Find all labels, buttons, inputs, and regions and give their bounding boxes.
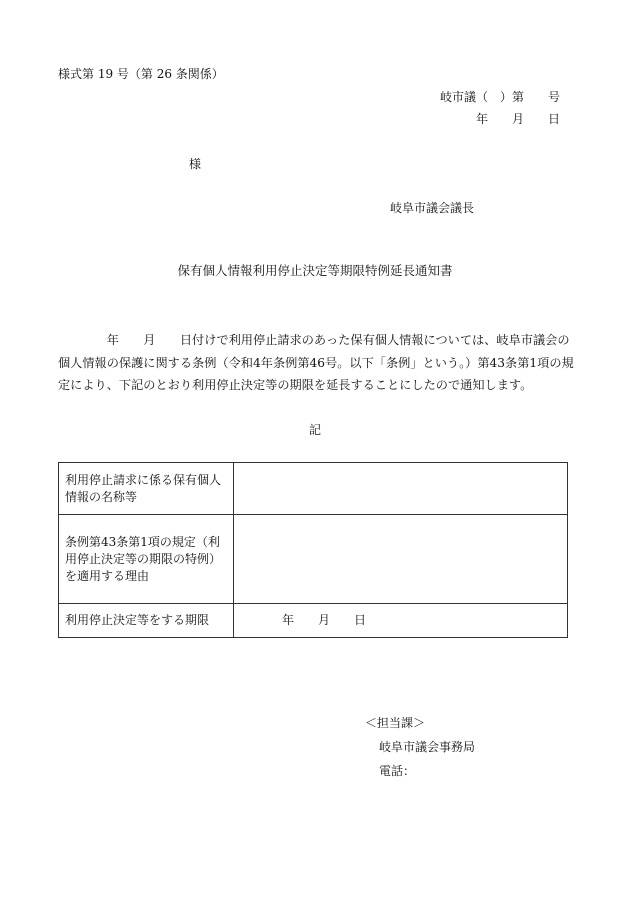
table-row (59, 463, 568, 515)
body-paragraph: 年 月 日付けで利用停止請求のあった保有個人情報については、岐阜市議会の個人情報の保護に関する条例（令和4年条例第46号。以下「条例」という。）第43条第1項の規定により、下記のとおり利用停止決定等の期限を延長することにしたので通知します。 (58, 333, 574, 392)
sender: 岐阜市議会議長 (390, 201, 475, 215)
row-value[interactable] (234, 515, 568, 604)
form-number: 様式第 19 号（第 26 条関係） (58, 67, 224, 81)
contact-phone: 電話： (379, 764, 416, 778)
contact-heading: ＜担当課＞ (365, 716, 426, 730)
contact-department: 岐阜市議会事務局 (379, 740, 476, 754)
ki-heading: 記 (308, 423, 321, 437)
addressee: 様 (189, 157, 202, 171)
row-label: 条例第43条第1項の規定（利用停止決定等の期限の特例）を適用する理由 (59, 515, 234, 604)
row-value[interactable] (234, 463, 568, 515)
document-title: 保有個人情報利用停止決定等期限特例延長通知書 (177, 263, 453, 278)
details-table (58, 462, 568, 638)
issue-date: 年 月 日 (475, 112, 560, 126)
row-label: 利用停止決定等をする期限 (59, 604, 234, 638)
table-row (59, 515, 568, 604)
contact-block (365, 711, 475, 783)
row-label: 利用停止請求に係る保有個人情報の名称等 (59, 463, 234, 515)
table-row (59, 604, 568, 638)
document-number: 岐市議（ ）第 号 (439, 90, 560, 104)
deadline-value[interactable]: 年 月 日 (234, 604, 568, 638)
